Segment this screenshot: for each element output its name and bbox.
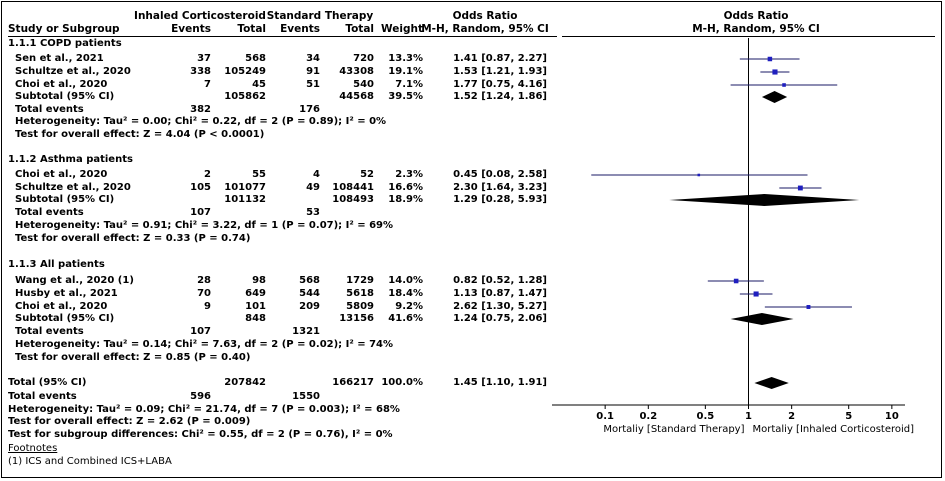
study-weight: 9.2% <box>395 301 423 312</box>
subtotal-label: Subtotal (95% CI) <box>15 313 115 324</box>
std-events: 209 <box>299 301 320 312</box>
ics-total: 568 <box>245 53 266 64</box>
study-or-ci: 2.62 [1.30, 5.27] <box>453 301 547 312</box>
ics-events: 2 <box>204 169 211 180</box>
study-name: Choi et al., 2020 <box>15 79 108 90</box>
subtotal-weight: 18.9% <box>388 194 423 205</box>
summary-diamond <box>762 91 787 103</box>
total-events-label: Total events <box>15 104 84 115</box>
x-tick-label: 2 <box>788 411 796 422</box>
std-events: 544 <box>299 288 320 299</box>
study-or-ci: 1.77 [0.75, 4.16] <box>453 79 547 90</box>
ics-total: 55 <box>252 169 266 180</box>
subtotal-weight: 41.6% <box>388 313 423 324</box>
ics-total: 105249 <box>224 66 266 77</box>
std-total: 1729 <box>346 275 374 286</box>
ics-events: 338 <box>190 66 211 77</box>
study-point-square <box>798 186 803 191</box>
subgroup-title: 1.1.3 All patients <box>8 259 105 270</box>
ics-events: 9 <box>204 301 211 312</box>
x-tick-label: 1 <box>745 411 752 422</box>
x-tick-label: 0.1 <box>596 411 615 422</box>
study-or-ci: 0.45 [0.08, 2.58] <box>453 169 547 180</box>
total-events-label: Total events <box>15 207 84 218</box>
std-events: 91 <box>306 66 320 77</box>
std-total: 52 <box>360 169 374 180</box>
std-total: 540 <box>353 79 374 90</box>
overall-or-ci: 1.45 [1.10, 1.91] <box>453 377 547 388</box>
x-tick-label: 0.5 <box>696 411 715 422</box>
events-header: Events <box>171 23 211 35</box>
x-tick-label: 10 <box>884 411 899 422</box>
heterogeneity-text: Heterogeneity: Tau² = 0.14; Chi² = 7.63, df = 2 (P = 0.02); I² = 74% <box>15 339 394 350</box>
study-weight: 19.1% <box>388 66 423 77</box>
or-title: Odds Ratio <box>452 10 518 22</box>
heterogeneity-text: Heterogeneity: Tau² = 0.00; Chi² = 0.22, df = 2 (P = 0.89); I² = 0% <box>15 116 387 127</box>
subtotal-ics-total: 105862 <box>224 91 266 102</box>
ics-total: 649 <box>245 288 266 299</box>
total-events-std: 53 <box>306 207 320 218</box>
std-events: 4 <box>313 169 320 180</box>
std-total: 720 <box>353 53 374 64</box>
subtotal-weight: 39.5% <box>388 91 423 102</box>
overall-heterogeneity: Heterogeneity: Tau² = 0.09; Chi² = 21.74, df = 7 (P = 0.003); I² = 68% <box>8 404 400 415</box>
study-weight: 7.1% <box>395 79 423 90</box>
ics-total: 45 <box>252 79 266 90</box>
std-events: 568 <box>299 275 320 286</box>
study-weight: 14.0% <box>388 275 423 286</box>
ics-total: 98 <box>252 275 266 286</box>
total-events-label: Total events <box>15 326 84 337</box>
std-events: 49 <box>306 182 320 193</box>
ics-events: 7 <box>204 79 211 90</box>
overall-effect-text: Test for overall effect: Z = 4.04 (P < 0.0001) <box>15 129 265 140</box>
std-events: 51 <box>306 79 320 90</box>
study-point-square <box>768 57 772 61</box>
summary-diamond <box>731 313 794 325</box>
total-header: Total <box>237 23 266 35</box>
study-name: Husby et al., 2021 <box>15 288 118 299</box>
events-header: Events <box>280 23 320 35</box>
ics-events: 37 <box>197 53 211 64</box>
footnotes-title: Footnotes <box>8 443 58 454</box>
study-weight: 13.3% <box>388 53 423 64</box>
std-events: 34 <box>306 53 320 64</box>
total-events-ics: 107 <box>190 326 211 337</box>
std-total: 108441 <box>332 182 374 193</box>
plot-title: Odds Ratio <box>723 10 789 22</box>
subgroup-title: 1.1.1 COPD patients <box>8 38 122 49</box>
study-name: Sen et al., 2021 <box>15 53 104 64</box>
ics-total: 101077 <box>224 182 266 193</box>
study-point-square <box>772 69 777 74</box>
summary-diamond <box>754 377 788 389</box>
footnote-item: (1) ICS and Combined ICS+LABA <box>8 456 172 467</box>
total-events-std: 176 <box>299 104 320 115</box>
study-name: Choi et al., 2020 <box>15 301 108 312</box>
subtotal-ics-total: 101132 <box>224 194 266 205</box>
study-or-ci: 2.30 [1.64, 3.23] <box>453 182 547 193</box>
total-header: Total <box>345 23 374 35</box>
study-name: Schultze et al., 2020 <box>15 66 131 77</box>
subtotal-std-total: 44568 <box>339 91 374 102</box>
study-point-square <box>754 291 759 296</box>
study-point-square <box>782 83 786 87</box>
subtotal-label: Subtotal (95% CI) <box>15 91 115 102</box>
ics-events: 105 <box>190 182 211 193</box>
x-tick-label: 0.2 <box>639 411 658 422</box>
subtotal-std-total: 108493 <box>332 194 374 205</box>
study-or-ci: 1.41 [0.87, 2.27] <box>453 53 547 64</box>
total-events-ics: 107 <box>190 207 211 218</box>
subtotal-ics-total: 848 <box>245 313 266 324</box>
study-point-square <box>806 305 810 309</box>
ics-events: 70 <box>197 288 211 299</box>
study-name: Schultze et al., 2020 <box>15 182 131 193</box>
overall-std-total: 166217 <box>332 377 374 388</box>
x-axis-label-left: Mortaliy [Standard Therapy] <box>603 424 745 435</box>
study-or-ci: 1.53 [1.21, 1.93] <box>453 66 547 77</box>
overall-effect-text: Test for overall effect: Z = 0.85 (P = 0.40) <box>15 352 251 363</box>
study-point-square <box>698 174 701 177</box>
study-column-header: Study or Subgroup <box>8 23 120 35</box>
overall-effect-text: Test for overall effect: Z = 0.33 (P = 0.74) <box>15 233 251 244</box>
heterogeneity-text: Heterogeneity: Tau² = 0.91; Chi² = 3.22, df = 1 (P = 0.07); I² = 69% <box>15 220 394 231</box>
study-name: Wang et al., 2020 (1) <box>15 275 134 286</box>
x-axis-label-right: Mortaliy [Inhaled Corticosteroid] <box>752 424 915 435</box>
overall-weight: 100.0% <box>381 377 423 388</box>
summary-diamond <box>669 194 859 206</box>
std-total: 43308 <box>339 66 374 77</box>
plot-method-header: M-H, Random, 95% CI <box>692 23 820 35</box>
group1-header: Inhaled Corticosteroid <box>134 10 266 22</box>
ics-total: 101 <box>245 301 266 312</box>
overall-ics-total: 207842 <box>224 377 266 388</box>
overall-label: Total (95% CI) <box>8 377 87 388</box>
study-or-ci: 1.13 [0.87, 1.47] <box>453 288 547 299</box>
subtotal-std-total: 13156 <box>339 313 374 324</box>
overall-effect-test: Test for overall effect: Z = 2.62 (P = 0.009) <box>8 416 251 427</box>
overall-events-std: 1550 <box>292 391 320 402</box>
weight-header: Weight <box>381 23 423 35</box>
std-total: 5618 <box>346 288 374 299</box>
x-tick-label: 5 <box>845 411 853 422</box>
subgroup-title: 1.1.2 Asthma patients <box>8 154 133 165</box>
subtotal-or-ci: 1.29 [0.28, 5.93] <box>453 194 547 205</box>
or-method-header: M-H, Random, 95% CI <box>421 23 549 35</box>
std-total: 5809 <box>346 301 374 312</box>
study-point-square <box>734 279 739 284</box>
ics-events: 28 <box>197 275 211 286</box>
study-or-ci: 0.82 [0.52, 1.28] <box>453 275 547 286</box>
total-events-ics: 382 <box>190 104 211 115</box>
study-weight: 18.4% <box>388 288 423 299</box>
total-events-std: 1321 <box>292 326 320 337</box>
study-name: Choi et al., 2020 <box>15 169 108 180</box>
study-weight: 16.6% <box>388 182 423 193</box>
group2-header: Standard Therapy <box>266 10 374 22</box>
subtotal-or-ci: 1.52 [1.24, 1.86] <box>453 91 547 102</box>
subgroup-difference-test: Test for subgroup differences: Chi² = 0.55, df = 2 (P = 0.76), I² = 0% <box>8 429 393 440</box>
overall-events-label: Total events <box>8 391 77 402</box>
subtotal-label: Subtotal (95% CI) <box>15 194 115 205</box>
subtotal-or-ci: 1.24 [0.75, 2.06] <box>453 313 547 324</box>
overall-events-ics: 596 <box>190 391 211 402</box>
study-weight: 2.3% <box>395 169 423 180</box>
